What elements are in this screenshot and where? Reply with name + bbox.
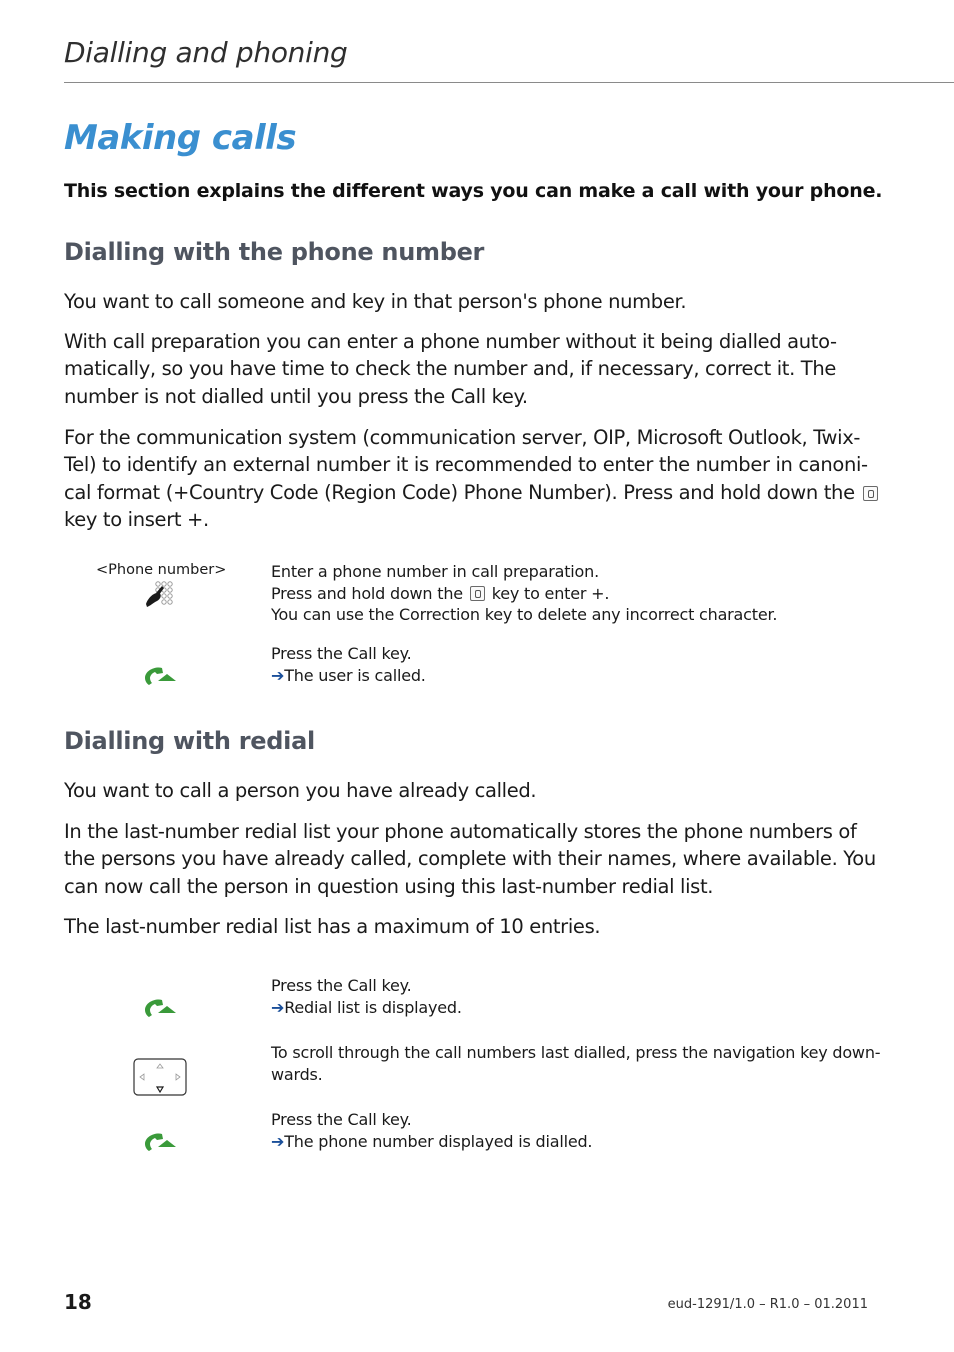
navigation-key-down-icon [133,1058,187,1096]
paragraph: In the last-number redial list your phone automatically stores the phone numbers of the persons you have already called, complete with their names, where available. You can now call the person in question using this last-number redial list. [64,820,876,898]
header-divider [64,82,954,83]
step-dial-call-text: Press the Call key. ➔The phone number displayed is dialled. [271,1110,593,1151]
intro-text: This section explains the different ways you can make a call with your phone. [64,180,883,202]
page-title: Making calls [64,118,297,158]
step-call-text: Press the Call key. ➔The user is called. [271,644,426,685]
section-heading-redial: Dialling with redial [64,727,315,755]
paragraph: The last-number redial list has a maximum of 10 entries. [64,915,601,938]
step-redial-call-icon-col [96,996,224,1024]
hash-key-icon [863,486,878,501]
call-key-icon [142,996,178,1020]
document-id: eud-1291/1.0 – R1.0 – 01.2011 [667,1297,868,1312]
chapter-title: Dialling and phoning [64,36,348,69]
step-call-icon-col [96,664,224,692]
step-navigation-text: To scroll through the call numbers last dialled, press the navigation key down- wards. [271,1043,881,1084]
paragraph: You want to call someone and key in that person's phone number. [64,290,687,313]
result-arrow-icon: ➔ [271,997,285,1017]
call-key-icon [142,1130,178,1154]
step-navigation-icon-col [96,1058,224,1100]
section-heading-phone-number: Dialling with the phone number [64,238,485,266]
step-phone-number-icon-col [96,562,227,614]
phone-number-label: <Phone number> [96,562,227,578]
result-arrow-icon: ➔ [271,665,285,685]
call-key-icon [142,664,178,688]
result-arrow-icon: ➔ [271,1131,285,1151]
paragraph: With call preparation you can enter a phone number without it being dialled auto- matically, so you have time to check the number and, if necessary, correct it. The number is not dialled until you press the Call key. [64,330,837,408]
paragraph: You want to call a person you have already called. [64,779,537,802]
paragraph: For the communication system (communication server, OIP, Microsoft Outlook, Twix- Tel) to identify an external number it is recommended to enter the number in canoni- cal format (+Country Code (Region Code) Phone Number). Press and hold down the key to insert +. [64,424,874,533]
step-phone-number-text: Enter a phone number in call preparation. Press and hold down the key to enter +. You can use the Correction key to delete any incorrect character. [271,562,778,624]
keypad-icon [142,580,178,610]
step-redial-call-text: Press the Call key. ➔Redial list is displayed. [271,976,462,1017]
hash-key-icon [470,586,485,601]
page-number: 18 [64,1290,92,1314]
step-dial-call-icon-col [96,1130,224,1158]
